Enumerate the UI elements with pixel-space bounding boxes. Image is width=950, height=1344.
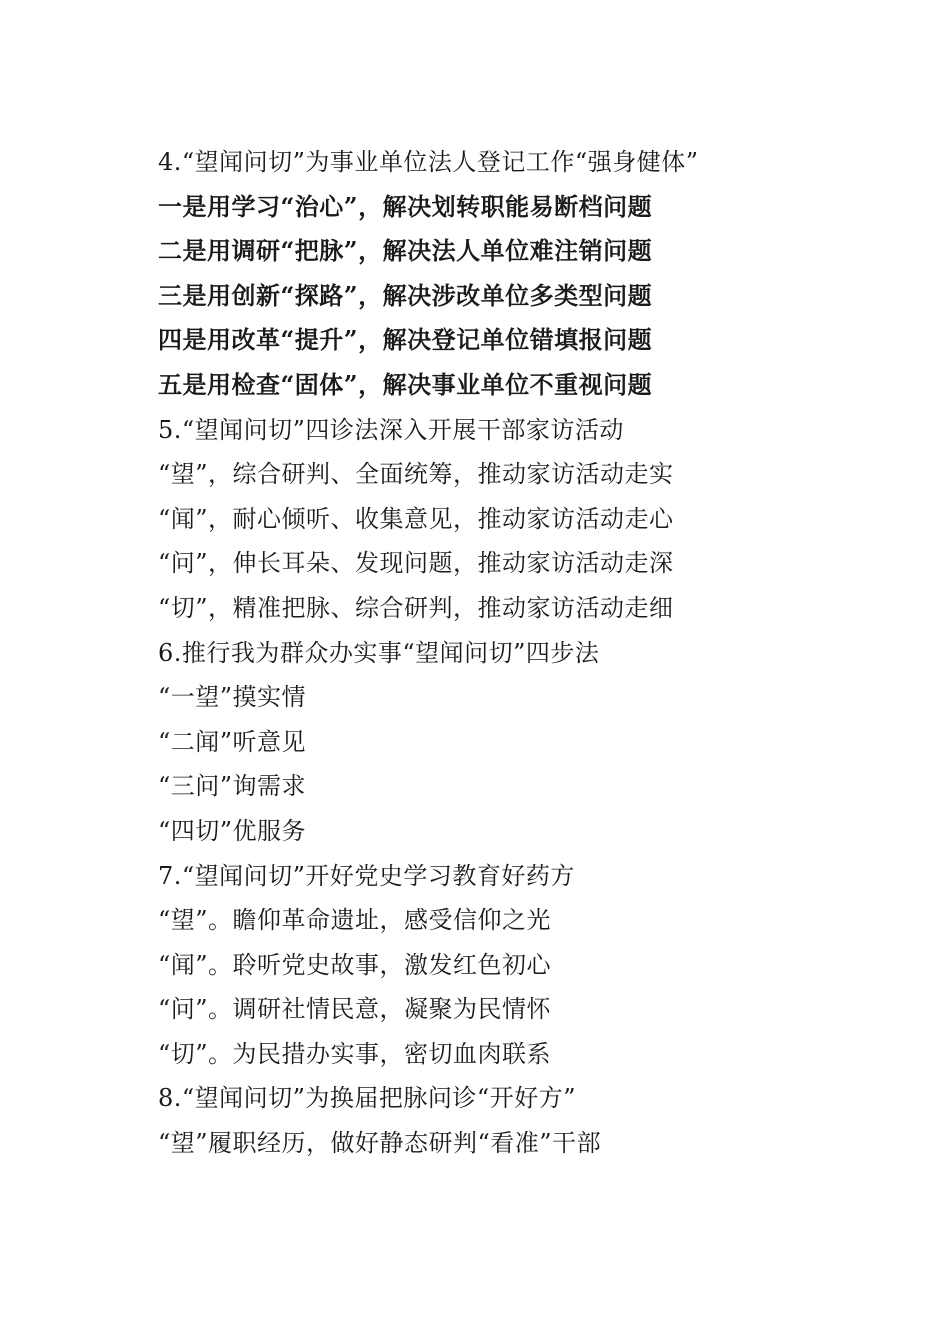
sub-item: 五是用检查“固体”，解决事业单位不重视问题	[158, 369, 653, 399]
heading-item-8: 8.“望闻问切”为换届把脉问诊“开好方”	[158, 1084, 576, 1113]
heading-item-6: 6.推行我为群众办实事“望闻问切”四步法	[158, 638, 600, 667]
sub-item: “切”。为民措办实事，密切血肉联系	[158, 1039, 552, 1068]
sub-item: “闻”，耐心倾听、收集意见，推动家访活动走心	[158, 504, 674, 533]
sub-item: “问”，伸长耳朵、发现问题，推动家访活动走深	[158, 549, 674, 578]
sub-item: 三是用创新“探路”，解决涉改单位多类型问题	[158, 280, 653, 310]
heading-item-5: 5.“望闻问切”四诊法深入开展干部家访活动	[158, 415, 624, 444]
sub-item: “问”。调研社情民意，凝聚为民情怀	[158, 995, 552, 1024]
heading-item-7: 7.“望闻问切”开好党史学习教育好药方	[158, 861, 575, 890]
sub-item: “切”，精准把脉、综合研判，推动家访活动走细	[158, 593, 674, 622]
sub-item: “望”，综合研判、全面统筹，推动家访活动走实	[158, 460, 674, 489]
sub-item: “二闻”听意见	[158, 727, 307, 756]
sub-item: “一望”摸实情	[158, 683, 307, 712]
sub-item: “四切”优服务	[158, 816, 307, 845]
sub-item: “望”。瞻仰革命遗址，感受信仰之光	[158, 906, 552, 935]
sub-item: “三问”询需求	[158, 772, 307, 801]
heading-item-4: 4.“望闻问切”为事业单位法人登记工作“强身健体”	[158, 148, 699, 176]
sub-item: 一是用学习“治心”，解决划转职能易断档问题	[158, 191, 653, 221]
sub-item: “闻”。聆听党史故事，激发红色初心	[158, 950, 552, 979]
sub-item: “望”履职经历，做好静态研判“看准”干部	[158, 1129, 602, 1158]
sub-item: 四是用改革“提升”，解决登记单位错填报问题	[158, 325, 653, 355]
document-body	[158, 140, 798, 1166]
sub-item: 二是用调研“把脉”，解决法人单位难注销问题	[158, 236, 653, 266]
